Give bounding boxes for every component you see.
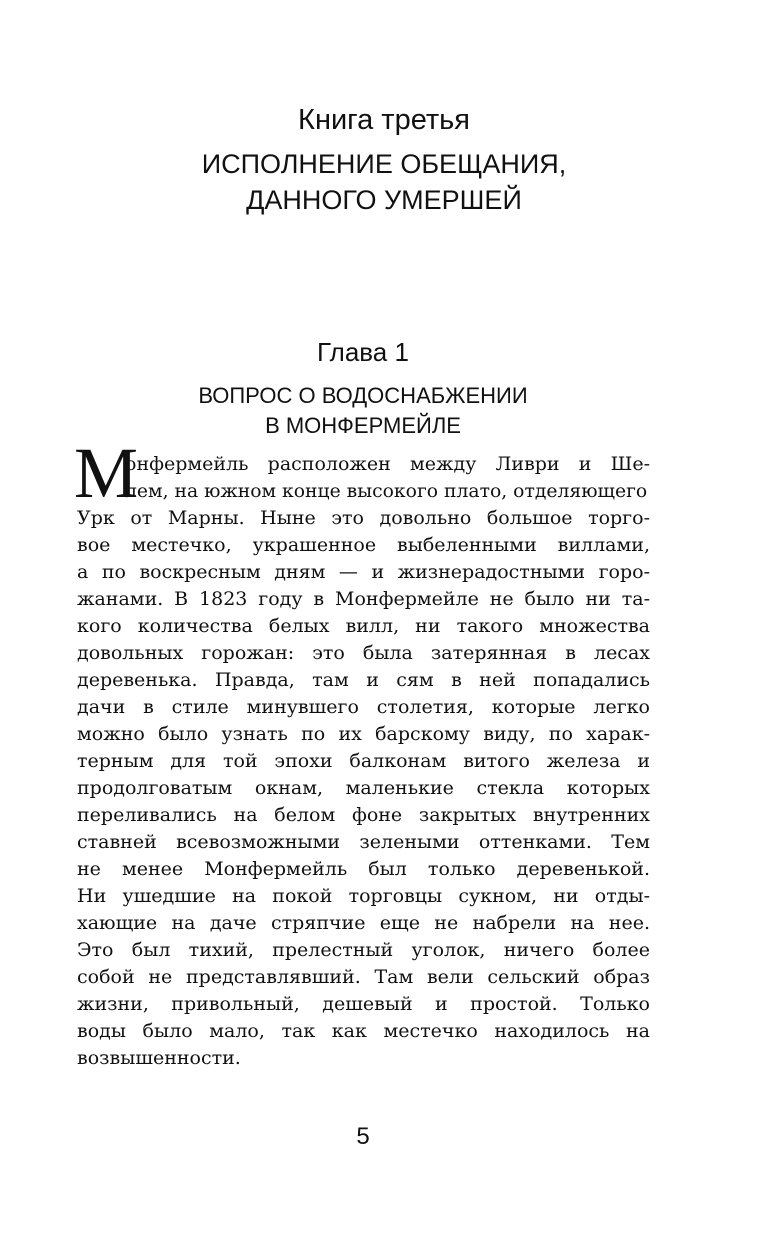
text-line: переливались на белом фоне закрытых внутренних [77,804,650,826]
chapter-title: Глава 1 [317,337,409,367]
text-line: не менее Монфермейль был только деревенькой. [77,858,650,880]
text-line: жанами. В 1823 году в Монфермейле не было ни та- [77,588,650,610]
chapter-subtitle-line: ВОПРОС О ВОДОСНАБЖЕНИИ [198,383,528,408]
text-line: Ни ушедшие на покой торговцы сукном, ни отды- [77,885,650,907]
text-line: воды было мало, так как местечко находилось на [77,1020,650,1042]
text-line: дачи в стиле минувшего столетия, которые легко [77,696,650,718]
text-line: вое местечко, украшенное выбеленными виллами, [77,534,650,556]
text-line: кого количества белых вилл, ни такого множества [77,615,650,637]
text-line: продолговатым окнам, маленькие стекла которых [77,777,650,799]
text-line: Это был тихий, прелестный уголок, ничего более [77,939,650,961]
drop-cap: М [74,433,139,513]
text-line: собой не представлявший. Там вели сельский образ [77,966,650,988]
text-line: а по воскресным дням — и жизнерадостными горо- [77,561,650,583]
text-line: ставней всевозможными зелеными оттенками. Тем [77,831,650,853]
page-number: 5 [356,1123,370,1150]
book-subtitle-line: ДАННОГО УМЕРШЕЙ [246,185,522,215]
text-line: деревенька. Правда, там и сям в ней попадались [77,669,650,691]
chapter-subtitle-line: В МОНФЕРМЕЙЛЕ [265,413,461,438]
text-line: Урк от Марны. Ныне это довольно большое торго- [77,507,650,529]
text-line: довольных горожан: это была затерянная в лесах [77,642,650,664]
chapter-subtitle [0,381,726,441]
text-line: можно было узнать по их барскому виду, по харак- [77,723,650,745]
text-line: хающие на даче стряпчие еще не набрели на нее. [77,912,650,934]
book-subtitle-line: ИСПОЛНЕНИЕ ОБЕЩАНИЯ, [201,149,567,179]
text-line: терным для той эпохи балконам витого железа и [77,750,650,772]
book-subtitle [0,146,768,218]
text-line: лем, на южном конце высокого плато, отделяющего [125,481,648,502]
text-line: онфермейль расположен между Ливри и Ше- [125,453,650,475]
book-title: Книга третья [298,104,470,136]
text-line: жизни, привольный, дешевый и простой. Только [77,993,650,1015]
text-line: возвышенности. [77,1047,241,1069]
chapter-body-text [77,451,650,1072]
